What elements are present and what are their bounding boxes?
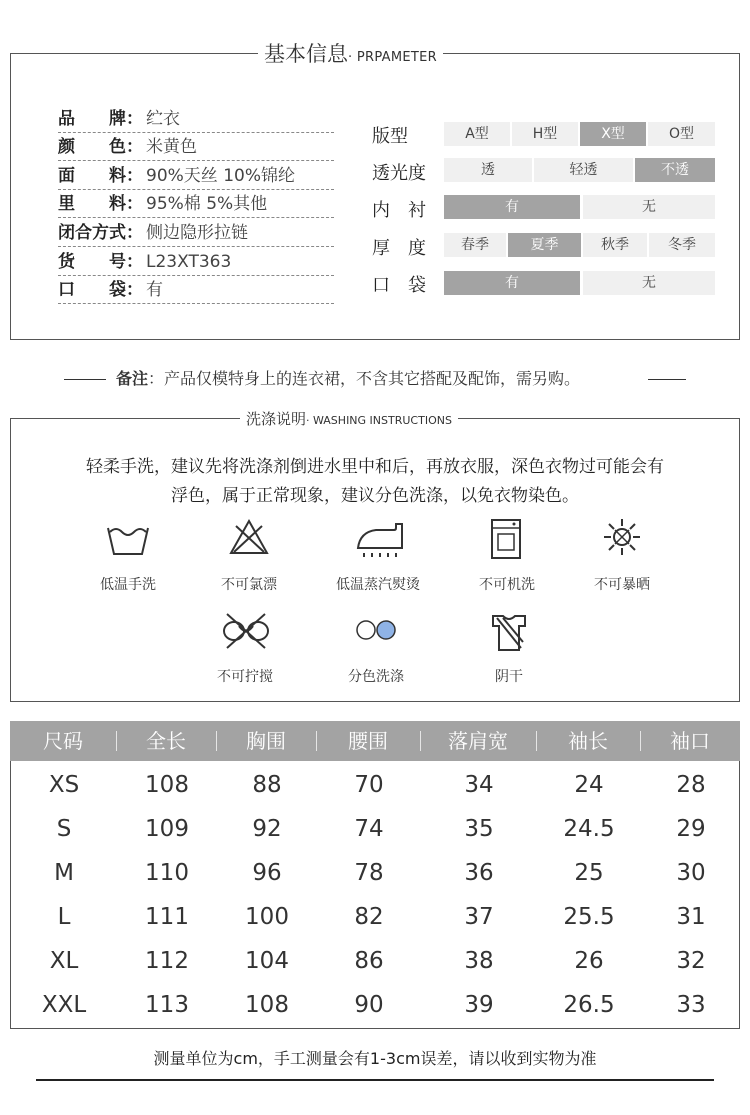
wash-label-separate-wash: 分色洗涤 bbox=[348, 669, 404, 685]
washing-title bbox=[240, 408, 458, 429]
info-label: 面 料： bbox=[58, 166, 143, 186]
option-label-pocket: 口 袋 bbox=[372, 275, 426, 296]
table-cell-size: XS bbox=[48, 772, 80, 798]
option-fit-x: X型 bbox=[580, 122, 646, 146]
option-label-fit: 版型 bbox=[372, 126, 408, 147]
table-cell-waist: 78 bbox=[354, 860, 384, 886]
table-cell-waist: 74 bbox=[354, 816, 384, 842]
table-cell-size: S bbox=[56, 816, 72, 842]
no-wring-icon bbox=[221, 612, 271, 650]
info-value: 有 bbox=[146, 280, 163, 300]
iron-icon bbox=[354, 520, 408, 558]
note-text bbox=[116, 368, 580, 390]
table-cell-length: 110 bbox=[145, 860, 189, 886]
basic-info-title-en: · PRPAMETER bbox=[348, 50, 437, 65]
table-cell-cuff: 29 bbox=[676, 816, 706, 842]
washing-title-cn: 洗涤说明 bbox=[246, 410, 307, 428]
shade-dry-icon bbox=[489, 612, 529, 652]
table-cell-sleeve: 25 bbox=[574, 860, 604, 886]
info-row-closure bbox=[58, 220, 334, 247]
option-lining-no: 无 bbox=[583, 195, 715, 219]
table-header-sleeve: 袖长 bbox=[568, 729, 608, 753]
option-transparency-sheer: 透 bbox=[444, 158, 532, 182]
option-label-transparency: 透光度 bbox=[372, 163, 426, 184]
info-value: 95%棉 5%其他 bbox=[146, 194, 268, 214]
hand-wash-icon bbox=[104, 522, 152, 558]
table-cell-sleeve: 25.5 bbox=[563, 904, 615, 930]
table-cell-waist: 82 bbox=[354, 904, 384, 930]
info-row-sku bbox=[58, 249, 334, 276]
table-cell-length: 113 bbox=[145, 992, 189, 1018]
info-value: L23XT363 bbox=[146, 252, 232, 272]
wash-label-shade-dry: 阴干 bbox=[495, 669, 523, 685]
note-label: 备注 bbox=[116, 369, 149, 388]
size-table-header bbox=[10, 721, 740, 761]
no-sun-icon bbox=[603, 518, 641, 556]
table-header-cuff: 袖口 bbox=[670, 729, 710, 753]
table-cell-waist: 86 bbox=[354, 948, 384, 974]
wash-label-no-bleach: 不可氯漂 bbox=[221, 577, 277, 593]
wash-label-no-wring: 不可拧搅 bbox=[217, 669, 273, 685]
info-label: 口 袋： bbox=[58, 280, 143, 300]
table-cell-bust: 88 bbox=[252, 772, 282, 798]
table-header-length: 全长 bbox=[146, 729, 186, 753]
table-cell-bust: 96 bbox=[252, 860, 282, 886]
size-table-body bbox=[10, 761, 740, 1029]
table-cell-sleeve: 26.5 bbox=[563, 992, 615, 1018]
washing-title-en: · WASHING INSTRUCTIONS bbox=[306, 414, 452, 427]
info-value: 侧边隐形拉链 bbox=[146, 223, 248, 243]
info-row-lining bbox=[58, 191, 334, 218]
wash-label-iron: 低温蒸汽熨烫 bbox=[336, 577, 420, 593]
table-cell-length: 108 bbox=[145, 772, 189, 798]
option-pocket-no: 无 bbox=[583, 271, 715, 295]
table-cell-shoulder: 34 bbox=[464, 772, 494, 798]
option-thickness-autumn: 秋季 bbox=[583, 233, 647, 257]
washing-desc-line1: 轻柔手洗，建议先将洗涤剂倒进水里中和后，再放衣服，深色衣物过可能会有 bbox=[86, 457, 664, 477]
table-cell-bust: 104 bbox=[245, 948, 289, 974]
no-machine-wash-icon bbox=[490, 518, 522, 560]
option-fit-o: O型 bbox=[648, 122, 715, 146]
table-cell-shoulder: 37 bbox=[464, 904, 494, 930]
table-cell-cuff: 28 bbox=[676, 772, 706, 798]
info-value: 90%天丝 10%锦纶 bbox=[146, 166, 295, 186]
table-header-bust: 胸围 bbox=[246, 729, 286, 753]
basic-info-title-cn: 基本信息 bbox=[264, 42, 348, 66]
table-cell-size: XXL bbox=[41, 992, 87, 1018]
table-cell-waist: 70 bbox=[354, 772, 384, 798]
option-pocket-yes: 有 bbox=[444, 271, 580, 295]
info-row-pocket bbox=[58, 277, 334, 304]
info-label: 颜 色： bbox=[58, 137, 143, 157]
table-cell-cuff: 33 bbox=[676, 992, 706, 1018]
table-cell-sleeve: 24 bbox=[574, 772, 604, 798]
option-thickness-summer: 夏季 bbox=[508, 233, 581, 257]
info-label: 闭合方式： bbox=[58, 223, 143, 243]
option-label-lining: 内 衬 bbox=[372, 200, 426, 221]
wash-label-no-machine-wash: 不可机洗 bbox=[479, 577, 535, 593]
info-value: 米黄色 bbox=[146, 137, 197, 157]
option-thickness-spring: 春季 bbox=[444, 233, 506, 257]
table-header-waist: 腰围 bbox=[348, 729, 388, 753]
info-row-color bbox=[58, 134, 334, 161]
option-fit-h: H型 bbox=[512, 122, 578, 146]
table-cell-length: 111 bbox=[145, 904, 189, 930]
option-label-thickness: 厚 度 bbox=[372, 238, 426, 259]
option-transparency-opaque: 不透 bbox=[635, 158, 715, 182]
info-row-brand bbox=[58, 106, 334, 133]
table-cell-bust: 108 bbox=[245, 992, 289, 1018]
wash-label-hand-wash: 低温手洗 bbox=[100, 577, 156, 593]
table-header-size: 尺码 bbox=[43, 729, 83, 753]
info-row-fabric bbox=[58, 163, 334, 190]
note-body: ：产品仅模特身上的连衣裙，不含其它搭配及配饰，需另购。 bbox=[148, 369, 581, 388]
footer-divider bbox=[36, 1079, 714, 1081]
option-transparency-light: 轻透 bbox=[534, 158, 633, 182]
option-lining-yes: 有 bbox=[444, 195, 580, 219]
table-cell-sleeve: 26 bbox=[574, 948, 604, 974]
option-fit-a: A型 bbox=[444, 122, 510, 146]
wash-label-no-sun: 不可暴晒 bbox=[594, 577, 650, 593]
table-cell-sleeve: 24.5 bbox=[563, 816, 615, 842]
table-cell-size: L bbox=[57, 904, 71, 930]
footer-note: 测量单位为cm，手工测量会有1-3cm误差，请以收到实物为准 bbox=[153, 1049, 597, 1068]
table-cell-bust: 92 bbox=[252, 816, 282, 842]
table-cell-shoulder: 35 bbox=[464, 816, 494, 842]
table-cell-bust: 100 bbox=[245, 904, 289, 930]
option-thickness-winter: 冬季 bbox=[649, 233, 715, 257]
table-cell-size: XL bbox=[49, 948, 79, 974]
table-cell-cuff: 32 bbox=[676, 948, 706, 974]
table-cell-cuff: 31 bbox=[676, 904, 706, 930]
info-label: 里 料： bbox=[58, 194, 143, 214]
table-cell-shoulder: 39 bbox=[464, 992, 494, 1018]
table-cell-shoulder: 36 bbox=[464, 860, 494, 886]
info-value: 纻衣 bbox=[146, 109, 180, 129]
table-cell-waist: 90 bbox=[354, 992, 384, 1018]
table-header-shoulder: 落肩宽 bbox=[448, 729, 508, 753]
info-label: 货 号： bbox=[58, 252, 143, 272]
table-cell-length: 109 bbox=[145, 816, 189, 842]
no-bleach-icon bbox=[228, 518, 270, 556]
separate-wash-icon bbox=[354, 618, 400, 642]
table-cell-size: M bbox=[54, 860, 74, 886]
washing-desc-line2: 浮色，属于正常现象，建议分色洗涤，以免衣物染色。 bbox=[171, 486, 579, 506]
note-line-left bbox=[64, 379, 106, 380]
table-cell-length: 112 bbox=[145, 948, 189, 974]
note-line-right bbox=[648, 379, 686, 380]
table-cell-shoulder: 38 bbox=[464, 948, 494, 974]
table-cell-cuff: 30 bbox=[676, 860, 706, 886]
info-label: 品 牌： bbox=[58, 109, 143, 129]
basic-info-title bbox=[258, 38, 443, 68]
